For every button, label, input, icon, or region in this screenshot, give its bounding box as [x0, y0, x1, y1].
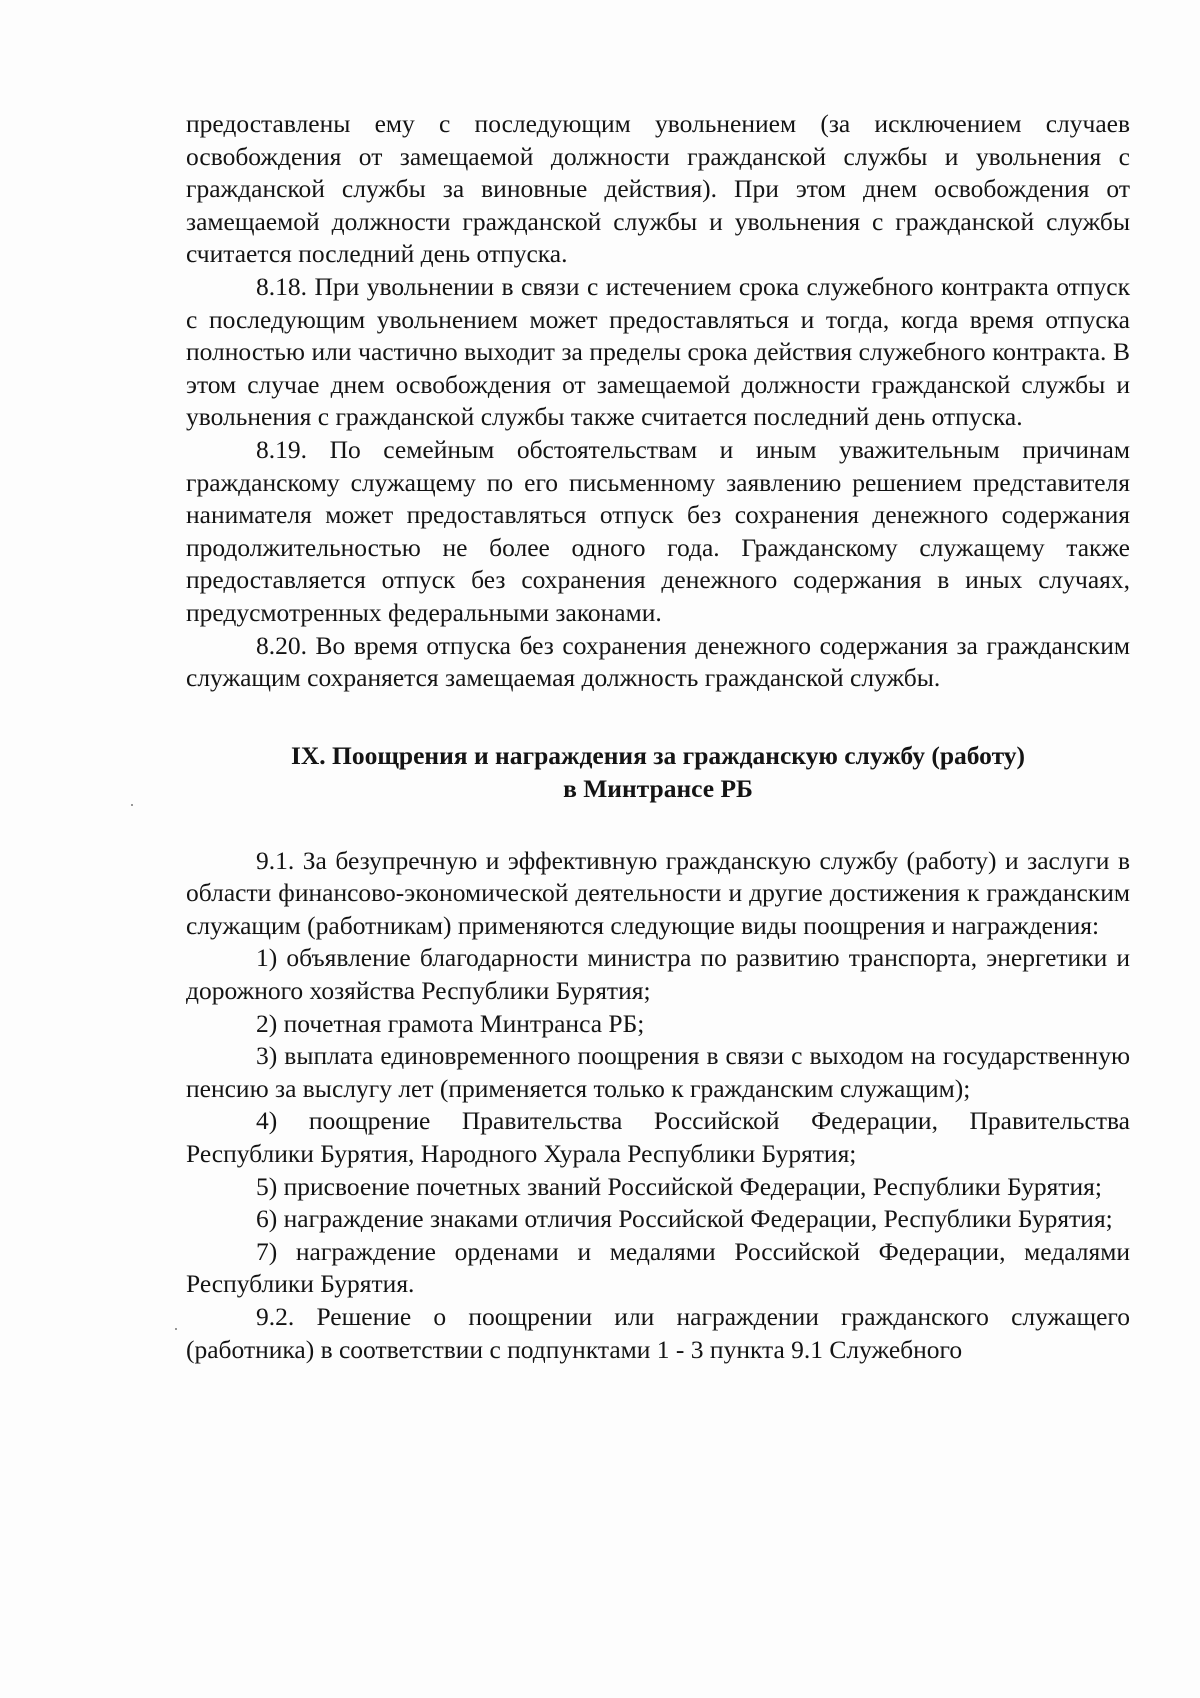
list-item: 1) объявление благодарности министра по развитию транспорта, энергетики и дорожного хозяйства Республики Бурятия; [186, 943, 1130, 1006]
paragraph-9-1: 9.1. За безупречную и эффективную гражданскую службу (работу) и заслуги в области финансово-экономической деятельности и другие достижения к гражданским служащим (работникам) применяются следующие виды поощрения и награждения: [186, 845, 1130, 940]
document-body [186, 108, 1130, 1366]
paragraph-continuation: предоставлены ему с последующим увольнением (за исключением случаев освобождения от замещаемой должности гражданской службы и увольнения с гражданской службы за виновные действия). При этом днем освобождения от замещаемой должности гражданской службы и увольнения с гражданской службы считается последний день отпуска. [186, 109, 1130, 269]
list-item: 4) поощрение Правительства Российской Федерации, Правительства Республики Бурятия, Народного Хурала Республики Бурятия; [186, 1106, 1130, 1169]
section-heading [186, 739, 1130, 805]
paragraph-8-20: 8.20. Во время отпуска без сохранения денежного содержания за гражданским служащим сохраняется замещаемая должность гражданской службы. [186, 630, 1130, 693]
list-item: 7) награждение орденами и медалями Российской Федерации, медалями Республики Бурятия. [186, 1236, 1130, 1299]
list-item: 5) присвоение почетных званий Российской Федерации, Республики Бурятия; [256, 1171, 1102, 1201]
list-item: 6) награждение знаками отличия Российской Федерации, Республики Бурятия; [256, 1204, 1113, 1234]
list-item: 3) выплата единовременного поощрения в связи с выходом на государственную пенсию за выслугу лет (применяется только к гражданским служащим); [186, 1041, 1130, 1103]
section-heading-line-1: IX. Поощрения и награждения за гражданскую службу (работу) [290, 740, 1026, 770]
scan-speck [175, 1328, 177, 1330]
paragraph-9-2: 9.2. Решение о поощрении или награждении гражданского служащего (работника) в соответствии с подпунктами 1 - 3 пункта 9.1 Служебного [186, 1302, 1130, 1364]
scan-speck [131, 804, 133, 806]
section-heading-line-2: в Минтрансе РБ [563, 773, 753, 803]
paragraph-8-19: 8.19. По семейным обстоятельствам и иным уважительным причинам гражданскому служащему по его письменному заявлению решением представителя нанимателя может предоставляться отпуск без сохранения денежного содержания продолжительностью не более одного года. Гражданскому служащему также предоставляется отпуск без сохранения денежного содержания в иных случаях, предусмотренных федеральными законами. [186, 434, 1130, 627]
paragraph-8-18: 8.18. При увольнении в связи с истечением срока служебного контракта отпуск с последующим увольнением может предоставляться и тогда, когда время отпуска полностью или частично выходит за пределы срока действия служебного контракта. В этом случае днем освобождения от замещаемой должности гражданской службы и увольнения с гражданской службы также считается последний день отпуска. [186, 271, 1130, 432]
list-item: 2) почетная грамота Минтранса РБ; [256, 1008, 645, 1038]
